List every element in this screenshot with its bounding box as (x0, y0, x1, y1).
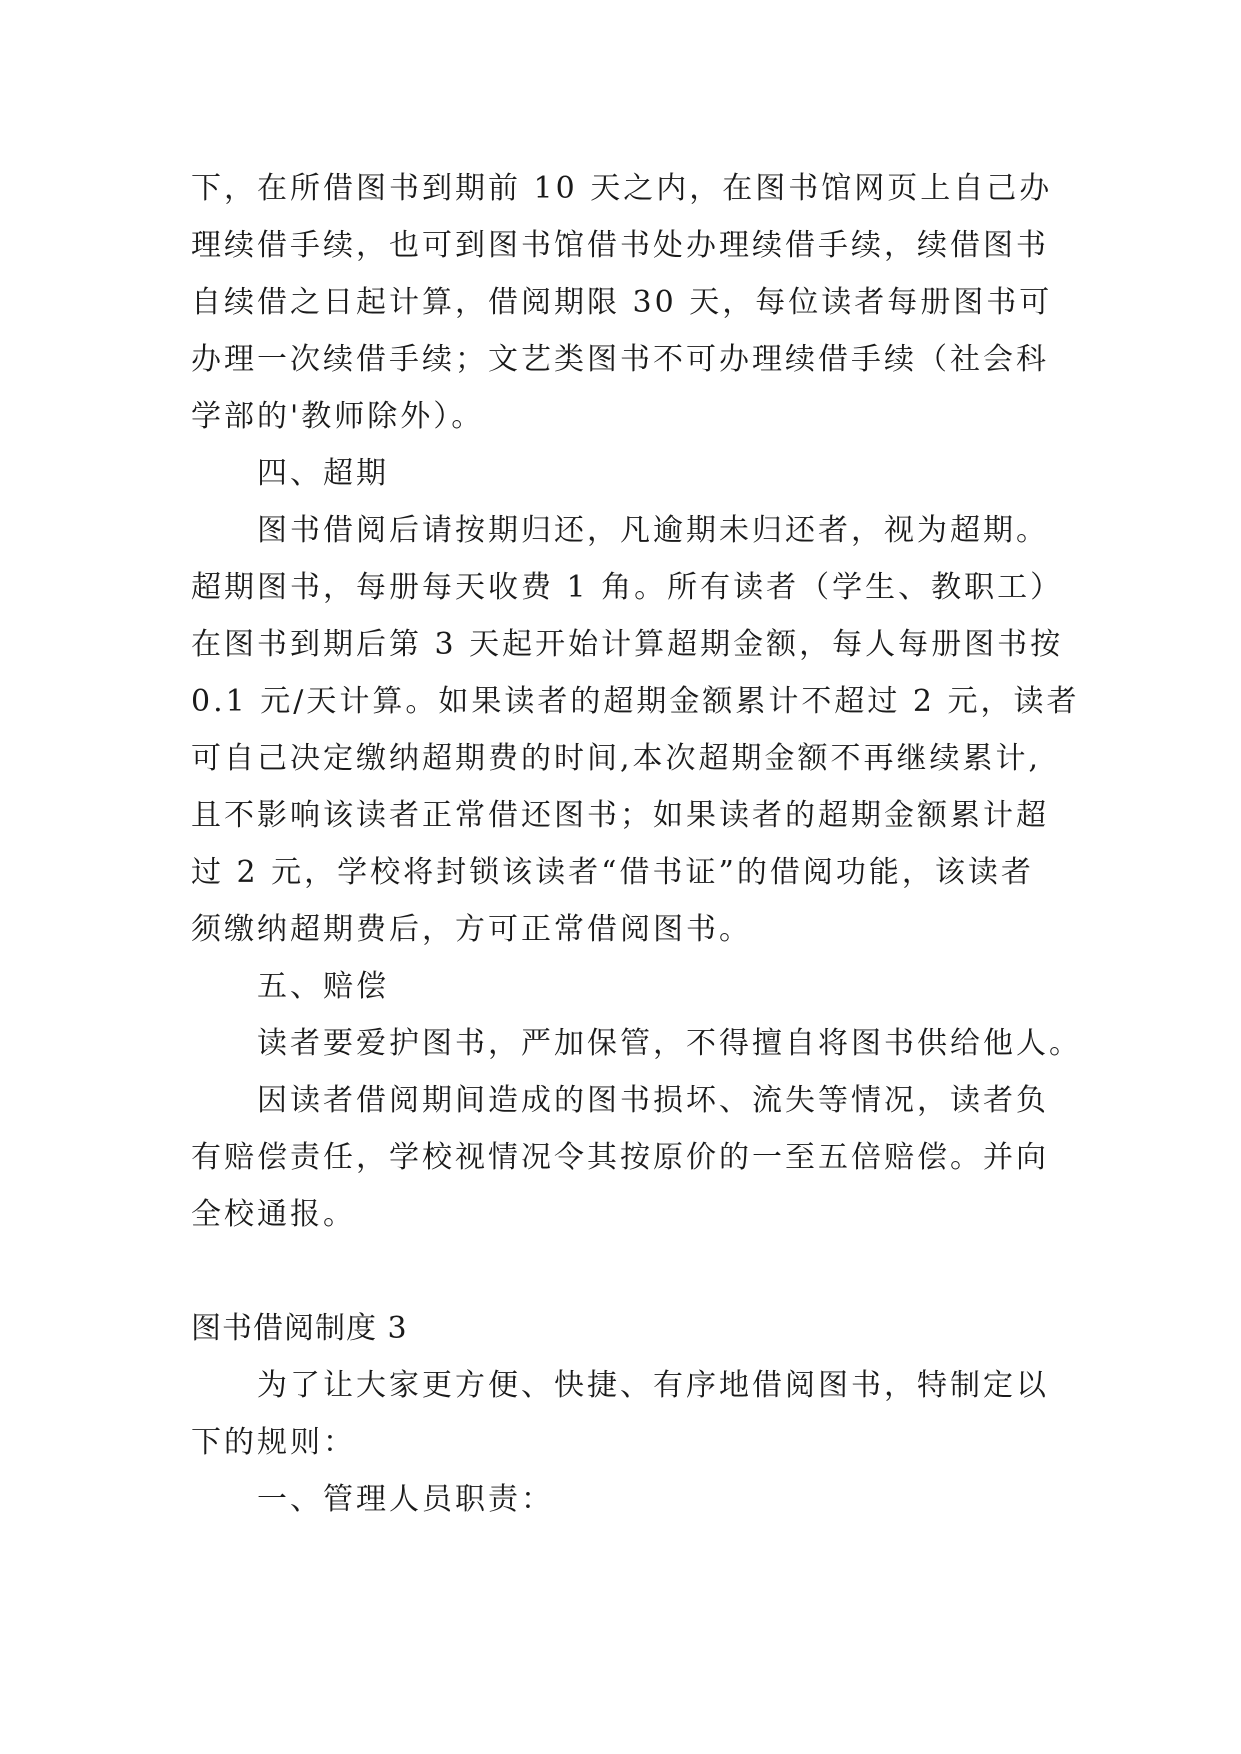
paragraph-line: 读者要爱护图书，严加保管，不得擅自将图书供给他人。 (257, 1026, 1082, 1061)
paragraph-line: 下，在所借图书到期前 10 天之内，在图书馆网页上自己办 (191, 171, 1053, 206)
paragraph-line: 图书借阅后请按期归还，凡逾期未归还者，视为超期。 (257, 513, 1049, 548)
section-heading-overdue: 四、超期 (257, 456, 389, 491)
paragraph-line: 有赔偿责任，学校视情况令其按原价的一至五倍赔偿。并向 (191, 1140, 1049, 1175)
paragraph-line: 因读者借阅期间造成的图书损坏、流失等情况，读者负 (257, 1083, 1049, 1118)
paragraph-line: 自续借之日起计算，借阅期限 30 天，每位读者每册图书可 (191, 285, 1053, 320)
paragraph-line: 超期图书，每册每天收费 1 角。所有读者（学生、教职工） (191, 570, 1064, 605)
section-heading-staff-duties: 一、管理人员职责： (257, 1482, 554, 1517)
document-section-title: 图书借阅制度 3 (191, 1311, 408, 1346)
paragraph-line: 且不影响该读者正常借还图书；如果读者的超期金额累计超 (191, 798, 1049, 833)
paragraph-line: 为了让大家更方便、快捷、有序地借阅图书，特制定以 (257, 1368, 1049, 1403)
paragraph-line: 在图书到期后第 3 天起开始计算超期金额，每人每册图书按 (191, 627, 1064, 662)
paragraph-line: 须缴纳超期费后，方可正常借阅图书。 (191, 912, 752, 947)
paragraph-line: 0.1 元/天计算。如果读者的超期金额累计不超过 2 元，读者 (191, 684, 1080, 719)
paragraph-line: 可自己决定缴纳超期费的时间,本次超期金额不再继续累计, (191, 741, 1042, 776)
paragraph-line: 理续借手续，也可到图书馆借书处办理续借手续，续借图书 (191, 228, 1049, 263)
document-body (191, 160, 1082, 1528)
paragraph-line: 过 2 元，学校将封锁该读者“借书证”的借阅功能，该读者 (191, 855, 1034, 890)
paragraph-line: 全校通报。 (191, 1197, 356, 1232)
paragraph-line: 下的规则： (191, 1425, 356, 1460)
section-gap (191, 1243, 1051, 1300)
section-heading-compensation: 五、赔偿 (257, 969, 389, 1004)
paragraph-line: 学部的'教师除外）。 (191, 399, 485, 434)
paragraph-line: 办理一次续借手续；文艺类图书不可办理续借手续（社会科 (191, 342, 1049, 377)
